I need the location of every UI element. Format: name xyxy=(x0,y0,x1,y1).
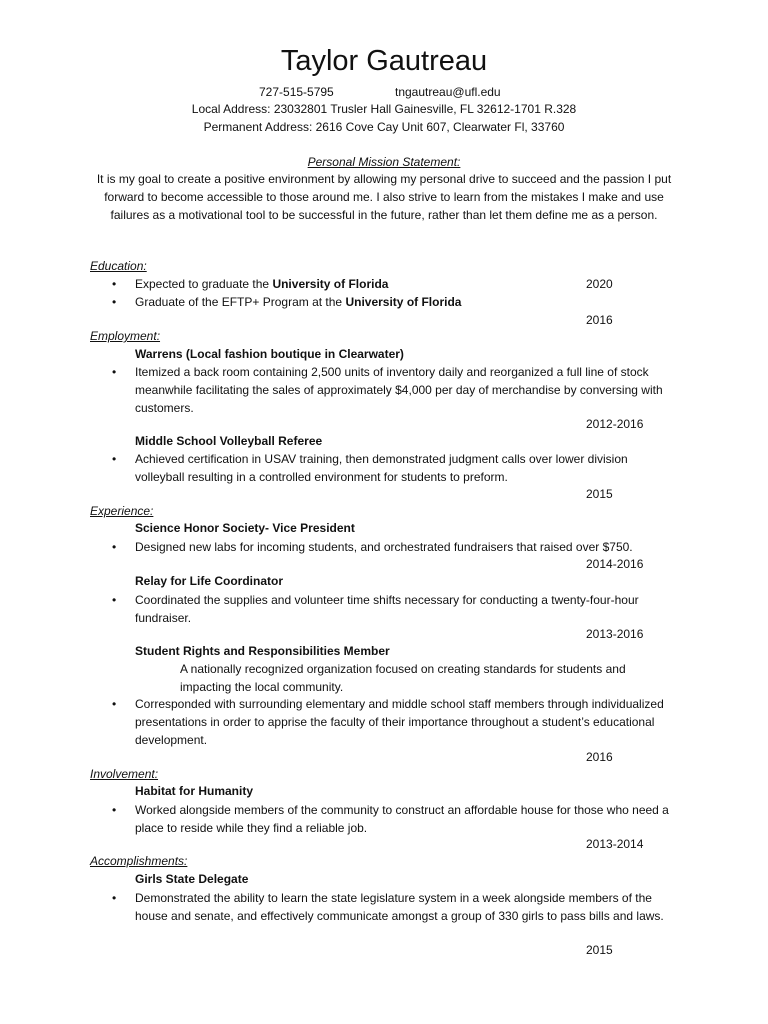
bullet-icon: • xyxy=(112,277,117,291)
bullet-icon: • xyxy=(112,803,117,817)
education-item-2 xyxy=(135,293,680,311)
bullet-icon: • xyxy=(112,540,117,554)
accomplishments-heading: Accomplishments: xyxy=(90,854,188,868)
job-1-title: Warrens (Local fashion boutique in Clearwater) xyxy=(135,347,404,361)
bullet-icon: • xyxy=(112,452,117,466)
education-item-2-date: 2016 xyxy=(586,313,613,327)
bullet-icon: • xyxy=(112,891,117,905)
experience-1-title: Science Honor Society- Vice President xyxy=(135,521,355,535)
bullet-icon: • xyxy=(112,593,117,607)
involvement-heading: Involvement: xyxy=(90,767,159,781)
experience-2-description: Coordinated the supplies and volunteer time shifts necessary for conducting a twenty-four-hour fundraiser. xyxy=(135,593,639,625)
experience-3-description: Corresponded with surrounding elementary and middle school staff members through individualized presentations in order to apprise the faculty of their importance throughout a student’s educational development. xyxy=(135,697,664,747)
job-1-date: 2012-2016 xyxy=(586,417,644,431)
experience-1-date: 2014-2016 xyxy=(586,557,644,571)
mission-statement-text: It is my goal to create a positive environment by allowing my personal drive to succeed and the passion I put forward to become accessible to those around me. I also strive to learn from the mistakes I make and use failures as a motivational tool to be successful in the future, rather than let them define me as a person. xyxy=(96,172,672,222)
local-address: Local Address: 23032801 Trusler Hall Gainesville, FL 32612-1701 R.328 xyxy=(191,102,577,116)
education-heading: Education: xyxy=(90,259,147,273)
experience-2-title: Relay for Life Coordinator xyxy=(135,574,284,588)
experience-2-date: 2013-2016 xyxy=(586,627,644,641)
education-item-2-text: Graduate of the EFTP+ Program at the xyxy=(135,295,346,309)
job-2-title: Middle School Volleyball Referee xyxy=(135,434,323,448)
bullet-icon: • xyxy=(112,365,117,379)
phone-number: 727-515-5795 xyxy=(259,85,334,99)
bullet-icon: • xyxy=(112,295,117,309)
experience-heading: Experience: xyxy=(90,504,154,518)
experience-3-date: 2016 xyxy=(586,750,613,764)
education-item-1-text: Expected to graduate the xyxy=(135,277,273,291)
email-address: tngautreau@ufl.edu xyxy=(395,85,501,99)
accomplishment-1-title: Girls State Delegate xyxy=(135,872,249,886)
education-item-1-date: 2020 xyxy=(586,277,613,291)
education-item-2-school: University of Florida xyxy=(345,295,462,309)
candidate-name: Taylor Gautreau xyxy=(280,45,488,77)
job-2-date: 2015 xyxy=(586,487,613,501)
experience-3-organization-description: A nationally recognized organization focused on creating standards for students and impacting the local community. xyxy=(180,662,626,694)
accomplishment-1-date: 2015 xyxy=(586,943,613,957)
accomplishment-1-description: Demonstrated the ability to learn the state legislature system in a week alongside members of the house and senate, and effectively communicate amongst a group of 330 girls to pass bills and laws. xyxy=(135,891,664,923)
mission-statement-heading: Personal Mission Statement: xyxy=(307,155,461,169)
involvement-1-description: Worked alongside members of the community to construct an affordable house for those who need a place to reside while they find a reliable job. xyxy=(135,803,669,835)
experience-1-description: Designed new labs for incoming students, and orchestrated fundraisers that raised over $750. xyxy=(135,540,633,554)
job-2-description: Achieved certification in USAV training, then demonstrated judgment calls over lower division volleyball resulting in a controlled environment for students to preform. xyxy=(135,452,628,484)
involvement-1-date: 2013-2014 xyxy=(586,837,644,851)
permanent-address: Permanent Address: 2616 Cove Cay Unit 607, Clearwater Fl, 33760 xyxy=(203,120,565,134)
experience-3-title: Student Rights and Responsibilities Member xyxy=(135,644,390,658)
job-1-description: Itemized a back room containing 2,500 units of inventory daily and reorganized a full line of stock meanwhile facilitating the sales of approximately $4,000 per day of merchandise by conversing with customers. xyxy=(135,365,663,415)
education-item-1-school: University of Florida xyxy=(272,277,389,291)
bullet-icon: • xyxy=(112,697,117,711)
involvement-1-title: Habitat for Humanity xyxy=(135,784,254,798)
employment-heading: Employment: xyxy=(90,329,161,343)
